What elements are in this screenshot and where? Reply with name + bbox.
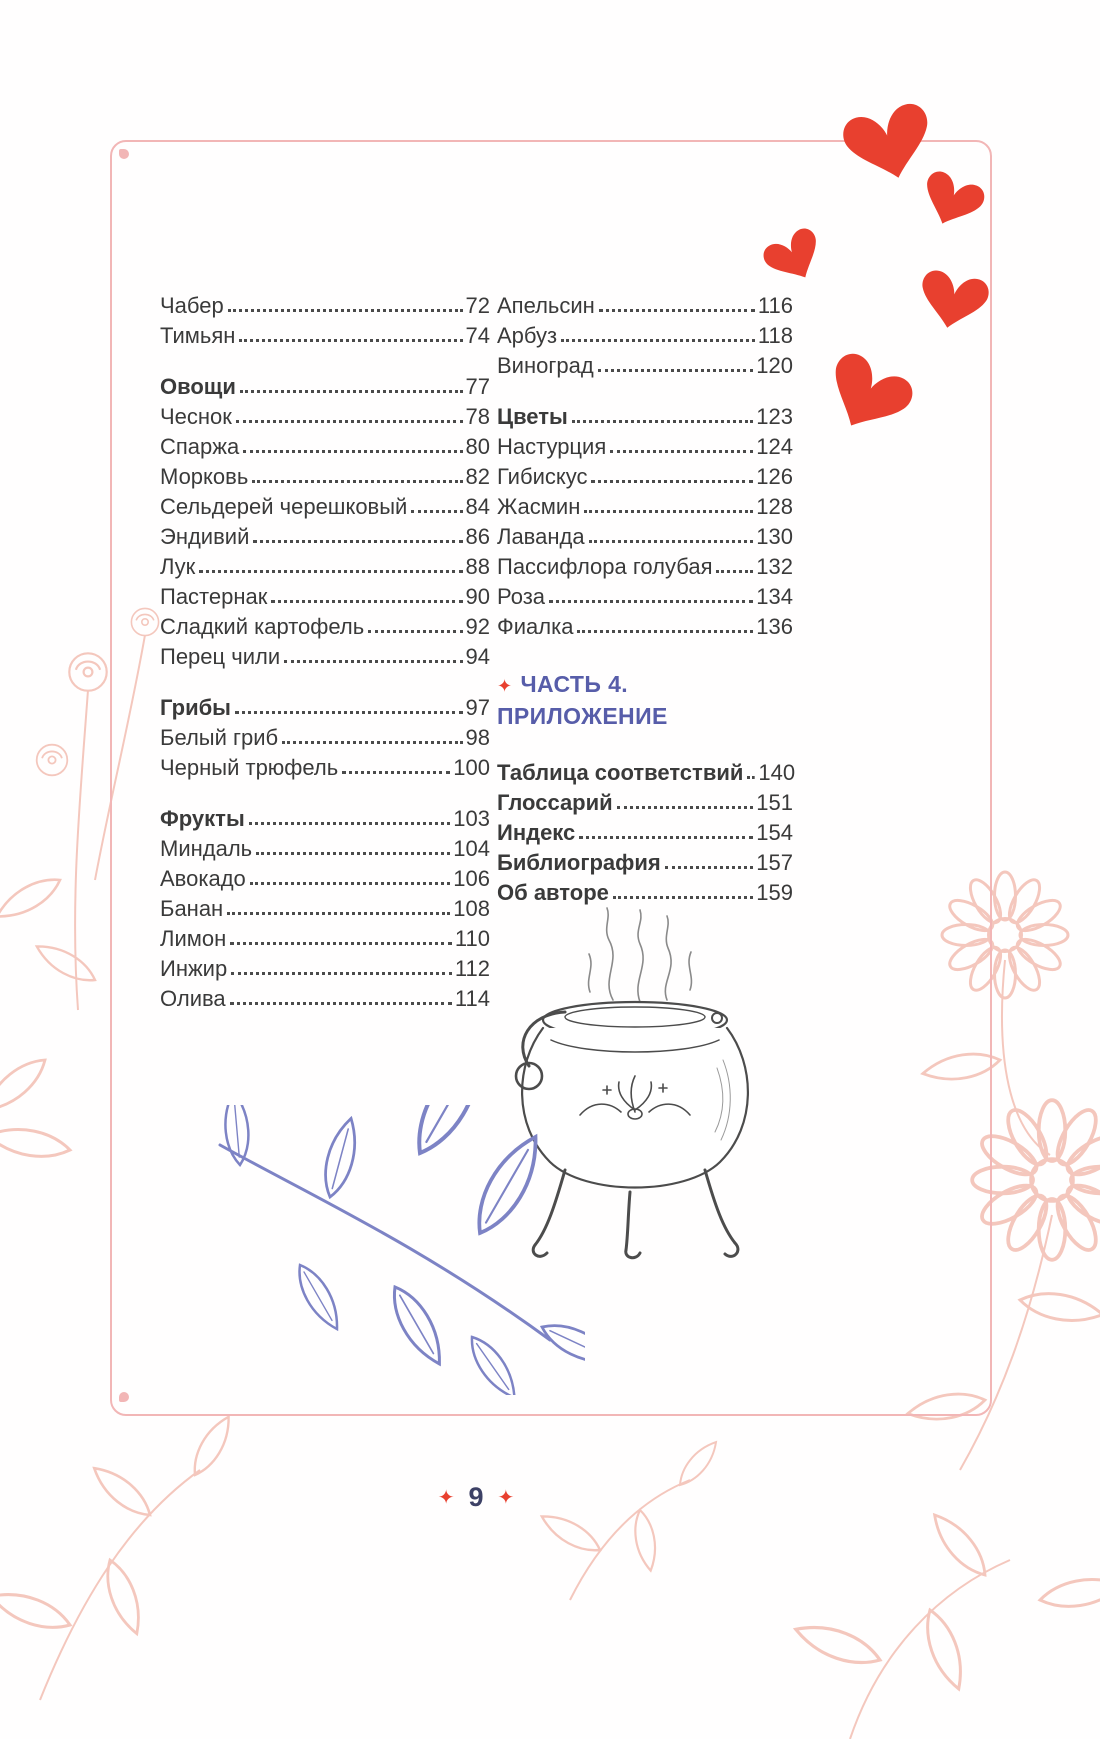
heart-icon [815,348,918,445]
toc-entry-page: 97 [465,695,490,720]
toc-entry-page: 112 [454,956,490,981]
leaf-branch-illustration [190,1105,585,1395]
toc-entry-label: Чеснок [160,404,232,429]
toc-entry [160,722,490,752]
page-number: 9 [468,1482,484,1512]
toc-entry-page: 110 [454,926,490,951]
toc-entry-label: Банан [160,896,224,921]
toc-entry-label: Спаржа [160,434,240,459]
toc-entry-page: 106 [453,866,490,891]
toc-leader-dots [591,480,753,483]
toc-entry [497,787,793,817]
toc-entry-label: Сладкий картофель [160,614,365,639]
toc-entry [160,983,490,1013]
page-footer [160,1482,792,1513]
toc-entry [160,803,490,833]
diamond-icon: ✦ [497,1487,515,1509]
toc-leader-dots [253,540,462,543]
toc-entry [160,551,490,581]
toc-entry-label: Виноград [497,353,594,378]
toc-leader-dots [252,480,462,483]
toc-entry [160,521,490,551]
toc-entry [160,371,490,401]
toc-entry [160,581,490,611]
toc-entry-page: 82 [465,464,490,489]
toc-entry [497,461,793,491]
toc-leader-dots [284,660,462,663]
toc-entry-page: 114 [454,986,490,1011]
toc-entry-label: Пассифлора голубая [497,554,713,579]
toc-leader-dots [249,822,451,825]
toc-column-right [497,290,796,907]
toc-entry-page: 98 [465,725,490,750]
toc-entry-page: 151 [756,790,793,815]
toc-entry-label: Эндивий [160,524,250,549]
toc-entry-page: 88 [465,554,490,579]
toc-spacer [497,736,793,757]
toc-entry-label: Инжир [160,956,228,981]
toc-leader-dots [236,420,463,423]
toc-entry-label: Грибы [160,695,231,720]
toc-entry-page: 126 [756,464,793,489]
part-title-line2: ПРИЛОЖЕНИЕ [497,703,668,729]
toc-leader-dots [598,369,754,372]
toc-entry-page: 116 [757,293,793,318]
toc-entry [497,320,793,350]
toc-entry [497,817,793,847]
toc-entry [497,350,793,380]
toc-leader-dots [665,866,754,869]
toc-leader-dots [235,711,463,714]
toc-leader-dots [230,942,452,945]
heart-icon [915,168,988,235]
toc-entry-label: Цветы [497,404,568,429]
toc-leader-dots [577,630,753,633]
toc-entry-label: Пастернак [160,584,268,609]
toc-entry-label: Гибискус [497,464,588,489]
toc-entry-page: 103 [453,806,490,831]
toc-entry-label: Белый гриб [160,725,279,750]
toc-entry-page: 124 [756,434,793,459]
part-title-line1: ЧАСТЬ 4. [520,671,629,697]
toc-entry-page: 132 [756,554,793,579]
toc-entry-label: Апельсин [497,293,595,318]
toc-entry-page: 157 [756,850,793,875]
toc-entry-page: 120 [756,353,793,378]
toc-leader-dots [228,309,463,312]
toc-leader-dots [231,972,452,975]
toc-entry-label: Лимон [160,926,227,951]
toc-spacer [160,350,490,371]
toc-entry-page: 78 [465,404,490,429]
toc-entry [497,431,793,461]
branch-sketch-bottom-right [791,1508,1100,1739]
toc-leader-dots [199,570,462,573]
toc-entry [497,757,796,787]
corner-ornament [119,149,129,159]
toc-entry-label: Авокадо [160,866,246,891]
toc-entry [497,401,793,431]
toc-entry-label: Фрукты [160,806,245,831]
toc-entry-label: Лук [160,554,196,579]
toc-entry-label: Миндаль [160,836,253,861]
toc-entry [497,551,793,581]
branch-sketch-bottom-left [0,1412,237,1700]
toc-entry [160,491,490,521]
toc-entry [160,290,490,320]
toc-entry-label: Морковь [160,464,249,489]
toc-entry [160,863,490,893]
toc-entry [160,953,490,983]
toc-entry-page: 104 [453,836,490,861]
toc-entry [497,611,793,641]
toc-leader-dots [610,450,753,453]
toc-entry [160,431,490,461]
toc-entry-label: Фиалка [497,614,574,639]
diamond-icon: ✦ [437,1487,455,1509]
toc-entry-page: 134 [756,584,793,609]
toc-entry-label: Тимьян [160,323,236,348]
toc-spacer [497,380,793,401]
toc-leader-dots [240,390,463,393]
toc-entry-page: 94 [465,644,490,669]
toc-leader-dots [342,771,450,774]
toc-entry-label: Арбуз [497,323,558,348]
toc-entry-label: Таблица соответствий [497,760,744,785]
toc-entry-label: Овощи [160,374,236,399]
toc-entry-label: Перец чили [160,644,281,669]
toc-entry-label: Чабер [160,293,224,318]
toc-entry [497,521,793,551]
toc-entry-label: Сельдерей черешковый [160,494,408,519]
toc-leader-dots [239,339,462,342]
toc-entry [160,833,490,863]
toc-entry-label: Настурция [497,434,607,459]
toc-entry-page: 100 [453,755,490,780]
toc-entry [160,641,490,671]
toc-entry-page: 136 [756,614,793,639]
toc-leader-dots [227,912,450,915]
toc-entry-page: 90 [465,584,490,609]
toc-entry [497,581,793,611]
sprig-sketch-bottom-center [537,1437,722,1600]
toc-leader-dots [579,836,753,839]
toc-leader-dots [411,510,462,513]
toc-leader-dots [282,741,462,744]
toc-leader-dots [256,852,450,855]
toc-entry [160,752,490,782]
toc-entry-label: Черный трюфель [160,755,339,780]
steam-lines [589,908,692,1002]
toc-entry [160,893,490,923]
toc-spacer [160,671,490,692]
toc-leader-dots [368,630,462,633]
toc-entry-page: 154 [756,820,793,845]
toc-entry-page: 84 [465,494,490,519]
toc-entry [160,692,490,722]
toc-entry-page: 128 [756,494,793,519]
toc-leader-dots [549,600,753,603]
toc-entry-page: 80 [465,434,490,459]
toc-entry-page: 130 [756,524,793,549]
toc-entry-label: Лаванда [497,524,585,549]
toc-leader-dots [716,570,753,573]
toc-leader-dots [613,896,753,899]
toc-entry-label: Об авторе [497,880,609,905]
toc-entry [160,611,490,641]
toc-entry [160,923,490,953]
toc-entry [497,290,793,320]
toc-column-left [160,290,490,1013]
toc-spacer [497,641,793,662]
toc-leader-dots [271,600,462,603]
toc-entry-page: 86 [465,524,490,549]
toc-entry-label: Индекс [497,820,576,845]
toc-leader-dots [230,1002,452,1005]
heart-icon [914,268,991,335]
toc-leader-dots [747,776,755,779]
toc-entry-page: 92 [465,614,490,639]
toc-leader-dots [250,882,451,885]
toc-leader-dots [584,510,753,513]
toc-entry-page: 118 [757,323,793,348]
heart-icon [839,100,940,189]
toc-spacer [160,782,490,803]
toc-entry-label: Жасмин [497,494,581,519]
toc-leader-dots [243,450,462,453]
toc-entry-label: Олива [160,986,226,1011]
toc-leader-dots [599,309,755,312]
corner-ornament [119,1392,129,1402]
sparkle-diamond-icon: ✦ [497,676,513,696]
toc-entry [160,320,490,350]
toc-entry-page: 108 [453,896,490,921]
heart-icon [760,225,830,291]
toc-leader-dots [572,420,753,423]
toc-entry [160,461,490,491]
toc-entry-page: 123 [756,404,793,429]
toc-entry-page: 74 [465,323,490,348]
toc-entry-page: 72 [465,293,490,318]
toc-entry [160,401,490,431]
toc-entry [497,491,793,521]
toc-leader-dots [589,540,754,543]
toc-entry-label: Библиография [497,850,661,875]
toc-entry-page: 77 [465,374,490,399]
part-heading [497,669,793,731]
toc-leader-dots [617,806,754,809]
toc-entry-page: 140 [758,760,796,785]
toc-entry-page: 159 [756,880,793,905]
toc-entry-label: Глоссарий [497,790,613,815]
toc-leader-dots [561,339,755,342]
toc-entry-label: Роза [497,584,546,609]
toc-entry [497,847,793,877]
